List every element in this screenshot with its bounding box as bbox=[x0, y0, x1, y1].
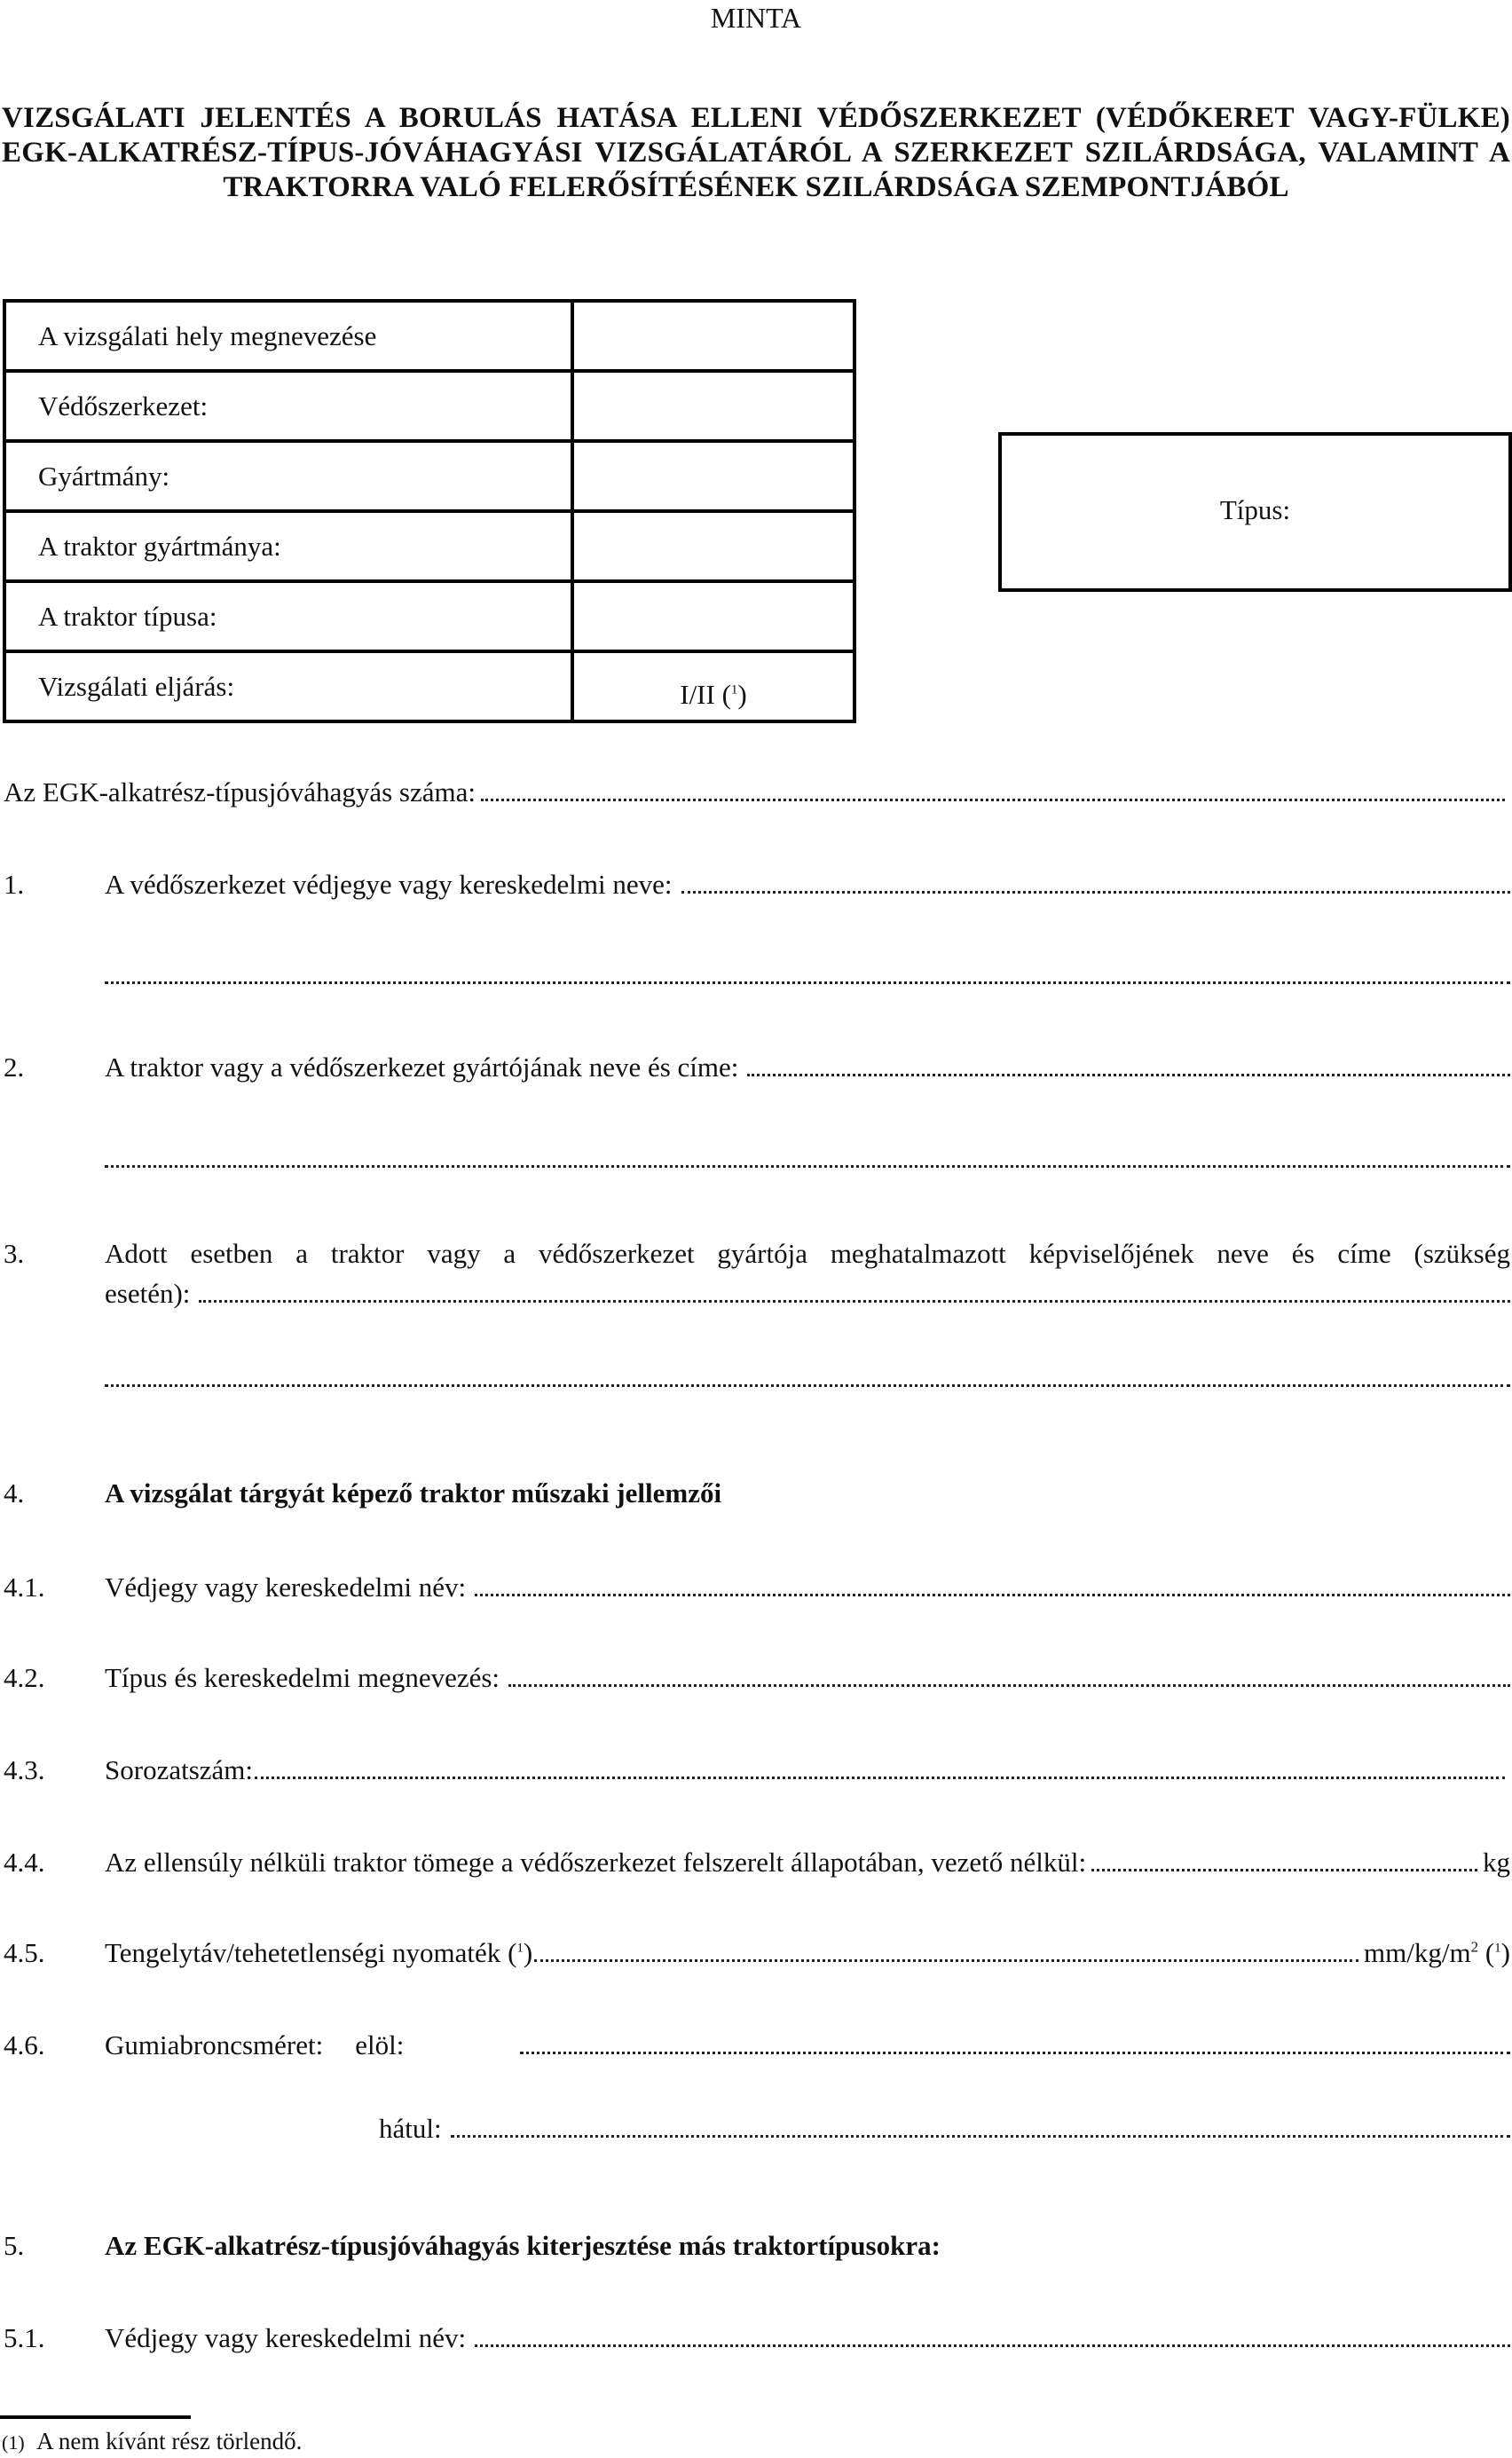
row-value-test-site[interactable] bbox=[572, 301, 854, 371]
title-line-3: TRAKTORRA VALÓ FELERŐSÍTÉSÉNEK SZILÁRDSÁGA SZEMPONTJÁBÓL bbox=[223, 171, 1289, 203]
item-number: 4. bbox=[4, 1477, 25, 1509]
row-label-test-site: A vizsgálati hely megnevezése bbox=[4, 301, 572, 371]
item-3 bbox=[0, 1233, 1510, 1313]
item-1-field-continued[interactable] bbox=[105, 981, 1510, 984]
row-value-test-procedure[interactable]: I/II ($^1$) bbox=[572, 651, 854, 721]
unit-superscript: 2 bbox=[1470, 1938, 1479, 1956]
table-row bbox=[4, 581, 854, 651]
item-4-5-field[interactable] bbox=[534, 1959, 1358, 1962]
row-value-tractor-make[interactable] bbox=[572, 511, 854, 581]
footnote-marker: (1) bbox=[2, 2431, 25, 2454]
test-procedure-value: I/II bbox=[680, 679, 715, 710]
item-2-field[interactable] bbox=[747, 1074, 1510, 1076]
item-number: 4.6. bbox=[4, 2029, 45, 2060]
item-label: Adott esetben a traktor vagy a védőszerkezet gyártója meghatalmazott képviselőjének neve és címe (szükség bbox=[105, 1238, 1510, 1269]
item-number: 2. bbox=[4, 1052, 25, 1083]
title-line-2: EGK-ALKATRÉSZ-TÍPUS-JÓVÁHAGYÁSI VIZSGÁLATÁRÓL A SZERKEZET SZILÁRDSÁGA, VALAMINT A bbox=[2, 137, 1510, 169]
tyre-rear-label: hátul: bbox=[379, 2113, 442, 2144]
item-4-2 bbox=[0, 1663, 1510, 1693]
item-number: 4.5. bbox=[4, 1937, 45, 1968]
item-2 bbox=[0, 1052, 1510, 1083]
item-label: Sorozatszám: bbox=[105, 1754, 254, 1785]
row-value-tractor-type[interactable] bbox=[572, 581, 854, 651]
item-4-3 bbox=[0, 1755, 1510, 1785]
item-4-4-field[interactable] bbox=[1091, 1869, 1477, 1871]
row-label-test-procedure: Vizsgálati eljárás: bbox=[4, 651, 572, 721]
table-row bbox=[4, 371, 854, 441]
footnote-ref: ($^1$) bbox=[508, 1937, 533, 1968]
item-4-6 bbox=[0, 2030, 1510, 2060]
item-4-3-field[interactable] bbox=[255, 1777, 1505, 1779]
item-label: Típus és kereskedelmi megnevezés: bbox=[105, 1662, 500, 1693]
item-number: 1. bbox=[4, 869, 25, 900]
item-number: 3. bbox=[4, 1238, 25, 1269]
document-title bbox=[2, 101, 1510, 205]
item-number: 4.3. bbox=[4, 1754, 45, 1785]
footnote-ref: 1 bbox=[730, 682, 738, 697]
item-5-1-field[interactable] bbox=[475, 2344, 1510, 2347]
item-label: A traktor vagy a védőszerkezet gyártójának neve és címe: bbox=[105, 1052, 739, 1083]
item-4-6-rear bbox=[0, 2114, 1510, 2144]
approval-number-line bbox=[0, 777, 1510, 808]
item-label: Tengelytáv/tehetetlenségi nyomaték bbox=[105, 1937, 501, 1968]
footnote-divider bbox=[0, 2415, 191, 2419]
section-heading: Az EGK-alkatrész-típusjóváhagyás kiterjesztése más traktortípusokra: bbox=[105, 2230, 941, 2261]
footnote-text: A nem kívánt rész törlendő. bbox=[36, 2428, 303, 2454]
unit-text: mm/kg/m bbox=[1364, 1937, 1471, 1968]
tyre-rear-field[interactable] bbox=[451, 2135, 1510, 2138]
row-label-tractor-make: A traktor gyártmánya: bbox=[4, 511, 572, 581]
item-2-field-continued[interactable] bbox=[105, 1165, 1510, 1168]
tyre-front-field[interactable] bbox=[520, 2052, 1510, 2054]
approval-number-field[interactable] bbox=[481, 799, 1505, 801]
item-number: 5.1. bbox=[4, 2322, 45, 2353]
item-label: Az ellensúly nélküli traktor tömege a védőszerkezet felszerelt állapotában, vezető nélkül: bbox=[105, 1847, 1087, 1878]
type-box[interactable] bbox=[998, 432, 1512, 592]
section-heading: A vizsgálat tárgyát képező traktor műszaki jellemzői bbox=[105, 1477, 722, 1509]
item-1 bbox=[0, 870, 1510, 900]
footnote-ref: ($^1$) bbox=[1484, 1937, 1510, 1968]
row-value-make[interactable] bbox=[572, 441, 854, 511]
item-5-1 bbox=[0, 2323, 1510, 2353]
row-label-make: Gyártmány: bbox=[4, 441, 572, 511]
item-number: 4.2. bbox=[4, 1662, 45, 1693]
item-label: Védjegy vagy kereskedelmi név: bbox=[105, 1572, 467, 1603]
tyre-front-label: elöl: bbox=[355, 2029, 405, 2060]
item-1-field[interactable] bbox=[681, 891, 1510, 894]
table-row bbox=[4, 441, 854, 511]
title-line-1: VIZSGÁLATI JELENTÉS A BORULÁS HATÁSA ELLENI VÉDŐSZERKEZET (VÉDŐKERET VAGY-FÜLKE) bbox=[2, 102, 1510, 134]
item-4-5 bbox=[0, 1938, 1510, 1968]
item-4-1 bbox=[0, 1572, 1510, 1603]
item-4-4 bbox=[0, 1847, 1510, 1878]
item-4-1-field[interactable] bbox=[475, 1594, 1510, 1596]
item-label: Védjegy vagy kereskedelmi név: bbox=[105, 2322, 467, 2353]
item-label-cont: esetén): bbox=[105, 1278, 191, 1309]
row-value-protective-structure[interactable] bbox=[572, 371, 854, 441]
item-number: 4.1. bbox=[4, 1572, 45, 1603]
table-row bbox=[4, 511, 854, 581]
row-label-protective-structure: Védőszerkezet: bbox=[4, 371, 572, 441]
item-number: 5. bbox=[4, 2230, 25, 2261]
section-4-heading bbox=[0, 1478, 1510, 1509]
form-label-minta: MINTA bbox=[710, 2, 802, 34]
unit-label: kg bbox=[1483, 1847, 1510, 1878]
item-label: Gumiabroncsméret: bbox=[105, 2029, 324, 2060]
footnote bbox=[2, 2426, 302, 2458]
table-row bbox=[4, 301, 854, 371]
item-number: 4.4. bbox=[4, 1847, 45, 1878]
item-4-2-field[interactable] bbox=[508, 1684, 1510, 1687]
table-row bbox=[4, 651, 854, 721]
item-label: A védőszerkezet védjegye vagy kereskedelmi neve: bbox=[105, 869, 673, 900]
item-3-field-continued[interactable] bbox=[105, 1384, 1510, 1387]
info-table bbox=[3, 299, 856, 723]
type-box-label: Típus: bbox=[1219, 494, 1291, 525]
approval-number-label: Az EGK-alkatrész-típusjóváhagyás száma: bbox=[4, 776, 476, 808]
item-3-field[interactable] bbox=[199, 1300, 1510, 1303]
row-label-tractor-type: A traktor típusa: bbox=[4, 581, 572, 651]
unit-label bbox=[1364, 1938, 1478, 1968]
section-5-heading bbox=[0, 2231, 1510, 2261]
